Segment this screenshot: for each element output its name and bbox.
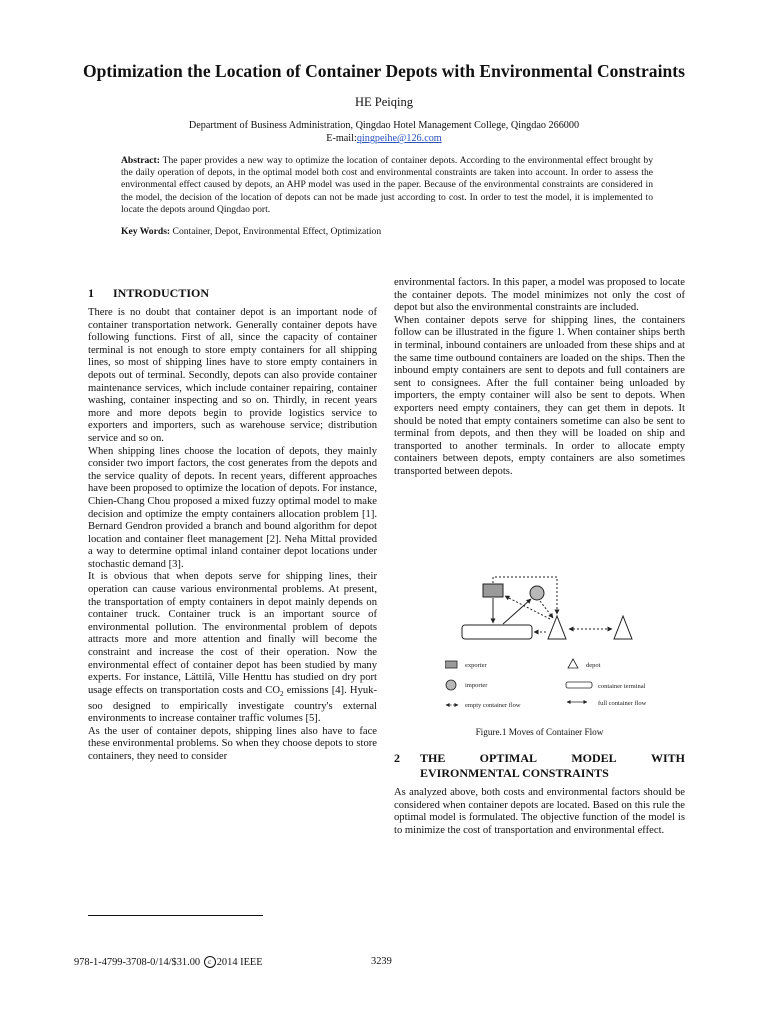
full-flow-terminal-importer: [503, 599, 531, 624]
intro-paragraph-4: As the user of container depots, shipping lines also have to face these environmental problems. So when they choose depots to store containers, they need to consider: [88, 725, 377, 762]
container-flow-figure: [445, 574, 665, 719]
depot-triangle-1: [548, 616, 566, 639]
right-column-bottom: [394, 787, 685, 837]
intro-paragraph-3-part-a: It is obvious that when depots serve for shipping lines, their operation can cause various environmental problems. At present, the transportation of empty containers in depot mainly depends on container truck. Container truck is an important source of environmental pollution. The environmental problem of depots attracts more and more attention and finally will become the constraint and increase the cost of their operation. Now the environmental effect of container depot has been studied by many experts. For instance, Lättilä, Ville Henttu has studied on dry port usage effects on transportation costs and CO: [88, 571, 377, 696]
legend-importer-swatch: [446, 680, 456, 690]
section-2-title-line-1: [420, 751, 685, 766]
flow-diagram: [462, 577, 632, 639]
intro-paragraph-3-part-b: emissions [4]. Hyuk-soo designed to empirically investigate country's external environments to increase container traffic volumes [5].: [88, 684, 377, 725]
copyright-icon: c: [204, 956, 216, 968]
email-label: E-mail:: [326, 133, 357, 144]
figure-legend: [445, 659, 647, 709]
intro-paragraph-6: When container depots serve for shipping lines, the containers follow can be illustrated in the figure 1. When container ships berth in terminal, inbound containers are unloaded from these ships and at the same time outbound containers are loaded on the ships. Then the inbound empty containers are sent to depots and full containers are sent to consignees. After the full container being unloaded by importers, the empty container will also be sent to depots. When exporters need empty containers, they can get them in depots. It should be noted that empty containers sometime can also be sent to terminal from depots, and then they will be loaded on ship and transported to another terminals. In order to allocate empty containers between depots, empty containers are also sometimes transported between depots.: [394, 314, 685, 477]
section-1-number: 1: [88, 286, 94, 300]
keywords: [121, 226, 653, 237]
keywords-label: Key Words:: [121, 226, 171, 237]
abstract: [121, 155, 653, 216]
exporter-box: [483, 584, 503, 597]
footnote-divider: [88, 915, 263, 916]
left-column: [88, 307, 377, 763]
legend-empty-flow-label: empty container flow: [465, 702, 521, 709]
isbn-text: 978-1-4799-3708-0/14/$31.00: [74, 957, 201, 968]
legend-depot-swatch: [568, 659, 578, 668]
page-number: 3239: [371, 956, 392, 967]
intro-paragraph-5: environmental factors. In this paper, a model was proposed to locate the container depots. The model minimizes not only the cost of depot but also the environmental constraints are included.: [394, 277, 685, 314]
legend-exporter-label: exporter: [465, 662, 487, 669]
author-name: HE Peiqing: [355, 95, 413, 109]
keywords-text: Container, Depot, Environmental Effect, Optimization: [172, 226, 382, 237]
intro-paragraph-1: There is no doubt that container depot is an important node of container transportation network. Generally container depots have following functions. First of all, since the capacity of container terminal is not enough to store empty containers for all shipping lines, so most of shipping lines have to store empty containers in depots out of terminal. Secondly, depots can also provide container maintenance services, which include container repairing, container washing, container inspecting and so on. Thirdly, in recent years more and more depots begin to provide logistics service to exporters and importers, such as warehouse service; distribution service and so on.: [88, 307, 377, 444]
figure-caption: Figure.1 Moves of Container Flow: [475, 727, 604, 737]
legend-exporter-swatch: [445, 661, 457, 668]
right-column-top: [394, 277, 685, 479]
legend-terminal-label: container terminal: [598, 683, 646, 690]
importer-circle: [530, 586, 544, 600]
legend-terminal-swatch: [566, 682, 592, 688]
section-1-title: INTRODUCTION: [113, 286, 210, 300]
email-line: [0, 132, 768, 145]
section-2-paragraph-1: As analyzed above, both costs and environmental factors should be considered when container depots are located. Based on this rule the optimal model is formulated. The objective function of the model is to minimize the cost of transportation and environmental effect.: [394, 787, 685, 836]
section-1-heading: [88, 286, 209, 301]
co2-subscript: 2: [280, 689, 284, 698]
affiliation: Department of Business Administration, Qingdao Hotel Management College, Qingdao 266000: [188, 120, 580, 131]
affiliation-block: [0, 119, 768, 145]
legend-full-flow-label: full container flow: [598, 700, 647, 707]
section-2-word-4: WITH: [650, 751, 685, 765]
section-2-word-1: THE: [420, 751, 446, 765]
footer-isbn: [74, 956, 263, 968]
abstract-text: The paper provides a new way to optimize the location of container depots. According to the environmental effect brought by the daily operation of depots, in the optimal model both cost and environmental constraints are taken into account. In order to assess the environmental effect caused by depots, an AHP model was used in the paper. Because of the environmental constraints are considered in the model, the decision of the location of depots can not be made just according to cost. In order to test the model, it is implemented to locate the depots around Qingdao port.: [121, 155, 653, 215]
footer-year-org: 2014 IEEE: [216, 957, 263, 968]
intro-paragraph-2: When shipping lines choose the location of depots, they mainly consider two import factors, the cost generates from the depots and the service quality of depots. In recent years, different approaches have been proposed to optimize the location of depots. For instance, Chien-Chang Chou proposed a mixed fuzzy optimal model to make decision and optimize the empty containers allocation problem [1]. Bernard Gendron provided a branch and bound algorithm for depot location and container fleet management [2]. Neha Mittal provided a way to determine optimal inland container depot locations under stochastic demand [3].: [88, 445, 377, 570]
depot-triangle-2: [614, 616, 632, 639]
paper-title: Optimization the Location of Container Depots with Environmental Constraints: [82, 61, 686, 81]
section-2-word-2: OPTIMAL: [479, 751, 537, 765]
section-2-number: 2: [394, 751, 400, 765]
intro-paragraph-3: [88, 571, 377, 725]
section-2-title-line-2: EVIRONMENTAL CONSTRAINTS: [420, 766, 609, 780]
container-terminal-bar: [462, 625, 532, 639]
abstract-label: Abstract:: [121, 155, 160, 166]
legend-depot-label: depot: [586, 662, 601, 669]
legend-importer-label: importer: [465, 682, 488, 689]
section-2-word-3: MODEL: [571, 751, 617, 765]
empty-flow-importer-depot: [540, 601, 553, 618]
email-link[interactable]: qingpeihe@126.com: [356, 133, 442, 144]
